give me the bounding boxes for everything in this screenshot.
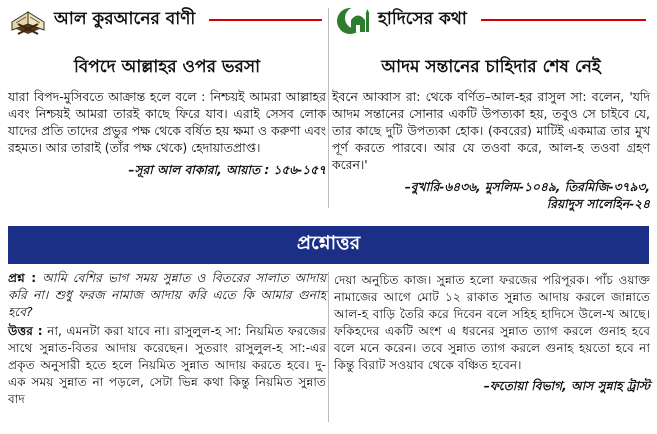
hadith-body: ইবনে আব্বাস রা: থেকে বর্ণিত–আল-হর রাসুল সা: বলেন, 'যদি আদম সন্তানের সোনার একটি উপত্যকা হয়, তবুও সে চাইবে যে, তার কাছে দুটি উপত্যকা হোক। (কবরের) মাটিই একমাত্র তার মুখ পূর্ণ করতে পারবে। আর যে তওবা করে, আল-হ তওবা গ্রহণ করেন।' bbox=[332, 89, 650, 172]
red-rule bbox=[481, 19, 646, 21]
question-label: প্রশ্ন : bbox=[8, 271, 37, 285]
qa-banner-title: প্রশ্নোত্তর bbox=[296, 232, 361, 254]
quran-section-header bbox=[8, 0, 326, 40]
hadith-headline: আদম সন্তানের চাহিদার শেষ নেই bbox=[381, 57, 601, 77]
quran-section-title: আল কুরআনের বাণী bbox=[54, 9, 196, 29]
answer-signature: –ফতোয়া বিভাগ, আস সুন্নাহ ট্রাস্ট bbox=[483, 379, 650, 393]
hadith-section bbox=[332, 0, 650, 213]
qa-banner bbox=[8, 226, 649, 264]
hadith-section-title: হাদিসের কথা bbox=[378, 9, 467, 29]
answer-label: উত্তর : bbox=[8, 324, 43, 338]
answer-text-right: দেয়া অনুচিত কাজ। সুন্নাত হলো ফরজের পরিপূরক। পাঁচ ওয়াক্ত নামাজের আগে মোট ১২ রাকাত সুন্নাত আদায় করলে জান্নাতে আল-হ বাড়ি তৈরি করে দিবেন বলে সহিহ হাদিসে উলে-খ আছে। ফকিহদের একটি অংশ এ ধরনের সুন্নাত ত্যাগ করলে গুনাহ হবে বলে মনে করেন। তবে সুন্নাত ত্যাগ করলে গুনাহ হয়তো হবে না কিন্তু বিরাট সওয়াব থেকে বঞ্চিত হবেন। bbox=[334, 273, 650, 372]
question-block bbox=[8, 270, 326, 321]
quran-headline: বিপদে আল্লাহর ওপর ভরসা bbox=[73, 57, 261, 77]
quran-on-stand-icon bbox=[8, 4, 48, 36]
mosque-crescent-icon bbox=[332, 4, 372, 36]
quran-section bbox=[8, 0, 326, 179]
hadith-source-line-2: রিয়াদুস সালেহিন-২৪ bbox=[546, 197, 650, 211]
answer-text-left: না, এমনটা করা যাবে না। রাসুলুল-হ সা: নিয়মিত ফরজের সাথে সুন্নাত-বিতর আদায় করেছেন। সুতরাং রাসুলুল-হ সা:-এর প্রকৃত অনুসারী হতে হলে নিয়মিত সুন্নাত আদায় করতে হবে। দু-এক সময় সুন্নাত না পড়লে, সেটা ভিন্ন কথা কিন্তু নিয়মিত সুন্নাত বাদ bbox=[8, 324, 327, 406]
qa-column-divider bbox=[328, 272, 329, 422]
answer-block bbox=[8, 323, 326, 408]
hadith-section-header bbox=[332, 0, 650, 40]
quran-source: –সূরা আল বাকারা, আয়াত : ১৫৬-১৫৭ bbox=[128, 163, 326, 177]
column-divider bbox=[328, 8, 329, 208]
hadith-source bbox=[332, 179, 650, 213]
red-rule bbox=[209, 19, 322, 21]
quran-body: যারা বিপদ-মুসিবতে আক্রান্ত হলে বলে : নিশ্চয়ই আমরা আল্লাহর এবং নিশ্চয়ই আমরা তারই কাছে ফিরে যাব। এরাই সেসব লোক যাদের প্রতি তাদের প্রভুর পক্ষ থেকে বর্ষিত হয় ক্ষমা ও করুণা এবং রহমত। আর তারাই (তাঁর পক্ষ থেকে) হেদায়াতপ্রাপ্ত। bbox=[8, 89, 326, 155]
qa-right-column bbox=[334, 270, 650, 398]
question-text: আমি বেশির ভাগ সময় সুন্নাত ও বিতরের সালাত আদায় করি না। শুধু ফরজ নামাজ আদায় করি এতে কি আমার গুনাহ হবে? bbox=[8, 271, 327, 319]
qa-left-column bbox=[8, 270, 326, 408]
hadith-source-line-1: –বুখারি-৬৪৩৬, মুসলিম-১০৪৯, তিরমিজি-৩৭৯৩, bbox=[404, 180, 650, 194]
